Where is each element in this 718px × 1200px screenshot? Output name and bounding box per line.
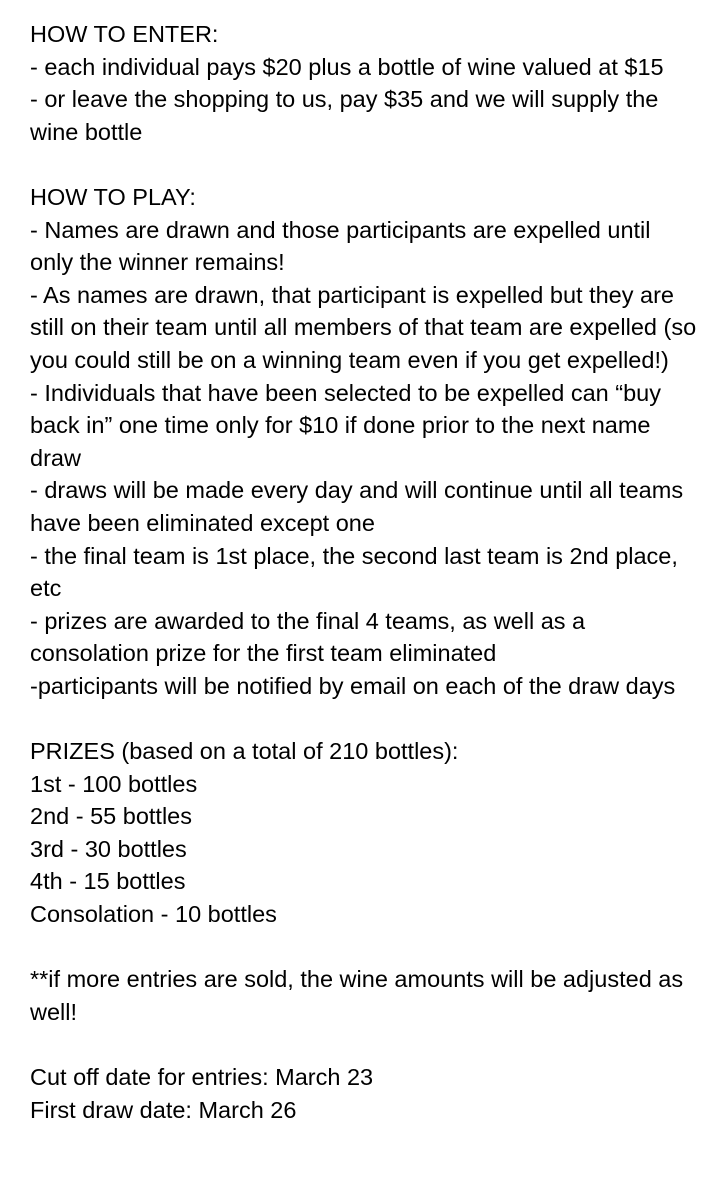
rule-item: - draws will be made every day and will continue until all teams have been eliminated except one [30,477,684,536]
adjustment-note: **if more entries are sold, the wine amounts will be adjusted as well! [30,966,684,1025]
rule-item: - Individuals that have been selected to be expelled can “buy back in” one time only for $10 if done prior to the next name draw [30,379,662,471]
cutoff-date: Cut off date for entries: March 23 [30,1064,374,1090]
document [30,18,698,1126]
prize-item: Consolation - 10 bottles [30,901,277,928]
dates-section [30,1061,698,1126]
rule-item: - Names are drawn and those participants are expelled until only the winner remains! [30,216,651,276]
note-section [30,963,698,1028]
prizes-section [30,735,698,931]
prizes-heading: PRIZES (based on a total of 210 bottles): [30,738,459,765]
entry-option-item: - each individual pays $20 plus a bottle of wine valued at $15 [30,53,664,80]
how-to-play-heading: HOW TO PLAY: [30,183,196,210]
how-to-play-section [30,181,698,703]
first-draw-date: First draw date: March 26 [30,1096,297,1123]
rule-item: -participants will be notified by email on each of the draw days [30,672,676,699]
how-to-enter-section [30,18,698,148]
entry-option-item: - or leave the shopping to us, pay $35 and we will supply the wine bottle [30,86,659,145]
prize-item: 1st - 100 bottles [30,770,198,797]
how-to-enter-heading: HOW TO ENTER: [30,21,219,47]
prize-item: 3rd - 30 bottles [30,835,187,862]
rule-item: - prizes are awarded to the final 4 teams, as well as a consolation prize for the first team eliminated [30,607,586,667]
rule-item: - As names are drawn, that participant is expelled but they are still on their team until all members of that team are expelled (so you could still be on a winning team even if you get expelled!) [30,281,697,373]
prize-item: 2nd - 55 bottles [30,803,192,830]
rule-item: - the final team is 1st place, the second last team is 2nd place, etc [30,542,678,602]
prize-item: 4th - 15 bottles [30,868,186,895]
